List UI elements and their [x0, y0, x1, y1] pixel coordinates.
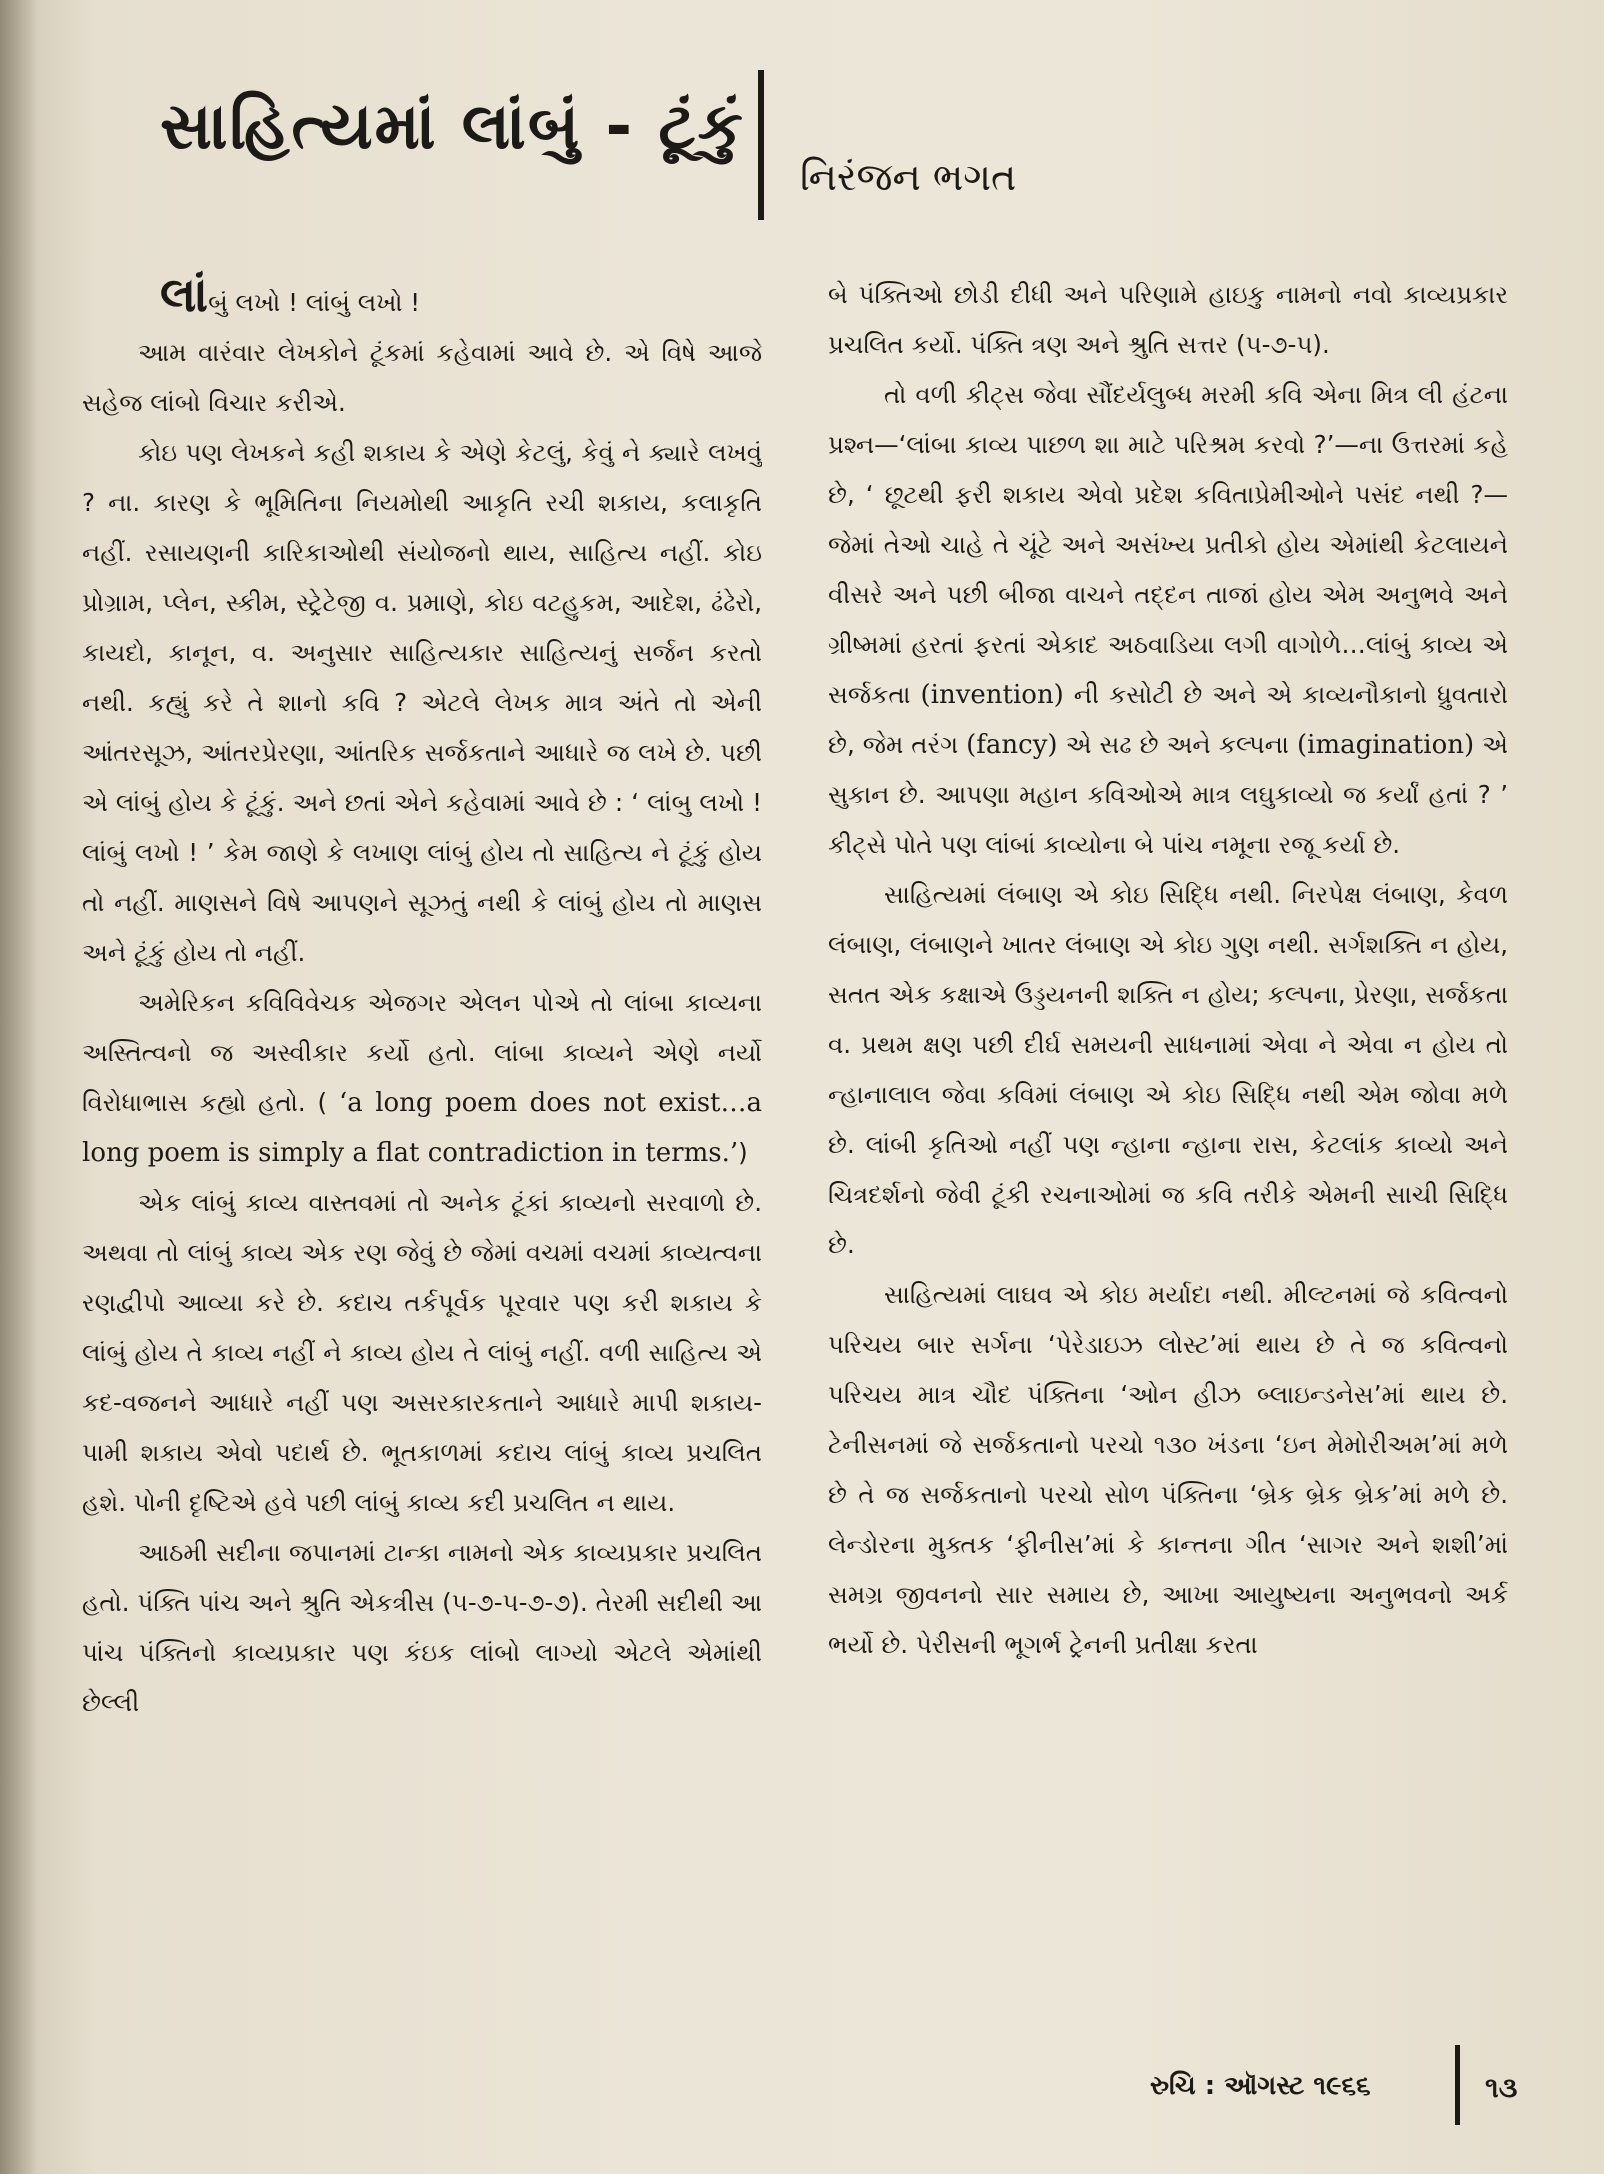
- article-header: [150, 60, 1510, 230]
- page-footer: [1070, 2045, 1540, 2135]
- header-divider: [758, 70, 764, 220]
- word-fancy: (fancy): [966, 730, 1058, 760]
- opening-line: [82, 270, 762, 328]
- paragraph: સાહિત્યમાં લંબાણ એ કોઇ સિદ્ધિ નથી. નિરપેક્ષ લંબાણ, કેવળ લંબાણ, લંબાણને ખાતર લંબાણ એ કોઇ ગુણ નથી. સર્ગશક્તિ ન હોય, સતત એક કક્ષાએ ઉડ્ડયનની શક્તિ ન હોય; કલ્પના, પ્રેરણા, સર્જકતા વ. પ્રથમ ક્ષણ પછી દીર્ઘ સમયની સાધનામાં એવા ને એવા ન હોય તો ન્હાનાલાલ જેવા કવિમાં લંબાણ એ કોઇ સિદ્ધિ નથી એમ જોવા મળે છે. લાંબી કૃતિઓ નહીં પણ ન્હાના ન્હાના રાસ, કેટલાંક કાવ્યો અને ચિત્રદર્શનો જેવી ટૂંકી રચનાઓમાં જ કવિ તરીકે એમની સાચી સિદ્ધિ છે.: [828, 880, 1508, 1259]
- poe-quote-close: ): [738, 1138, 748, 1167]
- magazine-issue: રુચિ : ઑગસ્ટ ૧૯૬૬: [1150, 2071, 1371, 2101]
- paragraph-poe: [82, 978, 762, 1178]
- word-imagination: (imagination): [1296, 730, 1475, 760]
- paragraph: સાહિત્યમાં લાઘવ એ કોઇ મર્યાદા નથી. મીલ્ટનમાં જે કવિત્વનો પરિચય બાર સર્ગના ‘પેરેડાઇઝ લોસ્ટ’માં થાય છે તે જ કવિત્વનો પરિચય માત્ર ચૌદ પંક્તિના ‘ઓન હીઝ બ્લાઇન્ડનેસ’માં થાય છે. ટેનીસનમાં જે સર્જકતાનો પરચો ૧૩૦ ખંડના ‘ઇન મેમોરીઅમ’માં મળે છે તે જ સર્જકતાનો પરચો સોળ પંક્તિના ‘બ્રેક બ્રેક બ્રેક’માં મળે છે. લેન્ડોરના મુક્તક ‘ફીનીસ’માં કે કાન્તના ગીત ‘સાગર અને શશી’માં સમગ્ર જીવનનો સાર સમાય છે, આખા આયુષ્યના અનુભવનો અર્ક ભર્યો છે. પેરીસની ભૂગર્ભ ટ્રેનની પ્રતીક્ષા કરતા: [828, 1280, 1508, 1659]
- word-invention: (invention): [920, 680, 1064, 710]
- lead-word: લાં: [160, 270, 209, 323]
- paragraph: એક લાંબું કાવ્ય વાસ્તવમાં તો અનેક ટૂંકાં કાવ્યનો સરવાળો છે. અથવા તો લાંબું કાવ્ય એક રણ જેવું છે જેમાં વચમાં વચમાં કાવ્યત્વના રણદ્વીપો આવ્યા કરે છે. કદાચ તર્કપૂર્વક પૂરવાર પણ કરી શકાય કે લાંબું હોય તે કાવ્ય નહીં ને કાવ્ય હોય તે લાંબું નહીં. વળી સાહિત્ય એ કદ-વજનને આધારે નહીં પણ અસરકારકતાને આધારે માપી શકાય-પામી શકાય એવો પદાર્થ છે. ભૂતકાળમાં કદાચ લાંબું કાવ્ય પ્રચલિત હશે. પોની દૃષ્ટિએ હવે પછી લાંબું કાવ્ય કદી પ્રચલિત ન થાય.: [82, 1188, 762, 1517]
- right-column: [828, 270, 1508, 2020]
- left-column: [82, 270, 762, 2020]
- page-number: ૧૩: [1485, 2071, 1518, 2104]
- opening-line-rest: બું લખો ! લાંબું લખો !: [208, 288, 421, 317]
- keats-text-1: તો વળી કીટ્સ જેવા સૌંદર્યલુબ્ધ મરમી કવિ એના મિત્ર લી હંટના પ્રશ્ન—‘લાંબા કાવ્ય પાછળ શા માટે પરિશ્રમ કરવો ?’—ના ઉત્તરમાં કહે છે, ‘ છૂટથી ફરી શકાય એવો પ્રદેશ કવિતાપ્રેમીઓને પસંદ નથી ?—જેમાં તેઓ ચાહે તે ચૂંટે અને અસંખ્ય પ્રતીકો હોય એમાંથી કેટલાયને વીસરે અને પછી બીજા વાચને તદ્દન તાજાં હોય એમ અનુભવે અને ગ્રીષ્મમાં હરતાં ફરતાં એકાદ અઠવાડિયા લગી વાગોળે…લાંબું કાવ્ય એ સર્જકતા: [828, 380, 1508, 709]
- paragraph: આમ વારંવાર લેખકોને ટૂંકમાં કહેવામાં આવે છે. એ વિષે આજે સહેજ લાંબો વિચાર કરીએ.: [82, 338, 762, 417]
- paragraph: કોઇ પણ લેખકને કહી શકાય કે એણે કેટલું, કેવું ને ક્યારે લખવું ? ના. કારણ કે ભૂમિતિના નિયમોથી આકૃતિ રચી શકાય, કલાકૃતિ નહીં. રસાયણની કારિકાઓથી સંયોજનો થાય, સાહિત્ય નહીં. કોઇ પ્રોગ્રામ, પ્લેન, સ્કીમ, સ્ટ્રેટેજી વ. પ્રમાણે, કોઇ વટહુકમ, આદેશ, ઢંઢેરો, કાયદો, કાનૂન, વ. અનુસાર સાહિત્યકાર સાહિત્યનું સર્જન કરતો નથી. કહ્યું કરે તે શાનો કવિ ? એટલે લેખક માત્ર અંતે તો એની આંતરસૂઝ, આંતરપ્રેરણા, આંતરિક સર્જકતાને આધારે જ લખે છે. પછી એ લાંબું હોય કે ટૂંકું. અને છતાં એને કહેવામાં આવે છે : ‘ લાંબુ લખો ! લાંબું લખો ! ’ કેમ જાણે કે લખાણ લાંબું હોય તો સાહિત્ય ને ટૂંકું હોય તો નહીં. માણસને વિષે આપણને સૂઝતું નથી કે લાંબું હોય તો માણસ અને ટૂંકું હોય તો નહીં.: [82, 438, 762, 967]
- keats-text-4: એ સુકાન છે. આપણા મહાન કવિઓએ માત્ર લઘુકાવ્યો જ કર્યાં હતાં ? ’ કીટ્સે પોતે પણ લાંબાં કાવ્યોના બે પાંચ નમૂના રજૂ કર્યા છે.: [828, 730, 1508, 859]
- paragraph-poe-text: અમેરિકન કવિવિવેચક એજગર એલન પોએ તો લાંબા કાવ્યના અસ્તિત્વનો જ અસ્વીકાર કર્યો હતો. લાંબા કાવ્યને એણે નર્યો વિરોધાભાસ કહ્યો હતો. (: [82, 988, 762, 1117]
- article-title: સાહિત્યમાં લાંબું - ટૂંકું: [160, 90, 745, 164]
- spine-shadow: [0, 0, 38, 2174]
- paragraph: આઠમી સદીના જપાનમાં ટાન્કા નામનો એક કાવ્યપ્રકાર પ્રચલિત હતો. પંક્તિ પાંચ અને શ્રુતિ એકત્રીસ (૫-૭-૫-૭-૭). તેરમી સદીથી આ પાંચ પંક્તિનો કાવ્યપ્રકાર પણ કંઇક લાંબો લાગ્યો એટલે એમાંથી છેલ્લી: [82, 1538, 762, 1717]
- footer-divider: [1455, 2045, 1460, 2125]
- keats-text-2: ની કસોટી છે અને એ કાવ્યનૌકાનો ધ્રુવતારો છે, જેમ તરંગ: [828, 680, 1508, 759]
- paragraph-keats: [828, 370, 1508, 870]
- author-name: નિરંજન ભગત: [800, 155, 1017, 199]
- keats-text-3: એ સઢ છે અને કલ્પના: [1057, 730, 1297, 759]
- poe-quote: ‘a long poem does not exist…a long poem is simply a flat contradiction in terms.’: [82, 1088, 762, 1168]
- paragraph: બે પંક્તિઓ છોડી દીધી અને પરિણામે હાઇકુ નામનો નવો કાવ્યપ્રકાર પ્રચલિત કર્યો. પંક્તિ ત્રણ અને શ્રુતિ સત્તર (૫-૭-૫).: [828, 280, 1508, 359]
